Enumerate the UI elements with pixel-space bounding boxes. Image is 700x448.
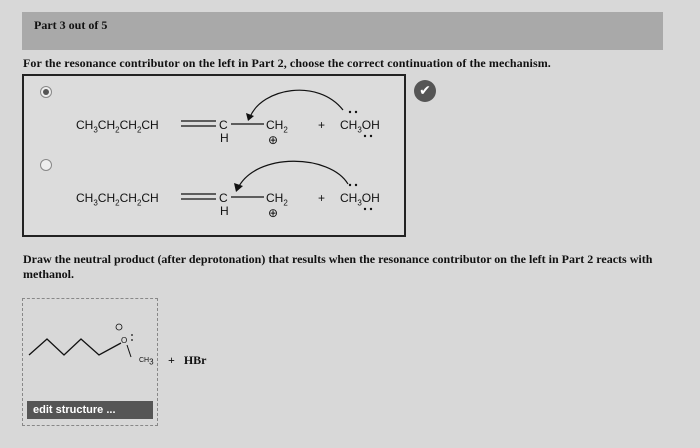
option-1-chain: $CH_3CH_2CH_2CH$ <box>76 118 159 135</box>
option-2-bonds <box>0 0 1 1</box>
option-2-carbon: C <box>219 191 228 205</box>
check-icon: ✔ <box>414 80 436 102</box>
question-2-text: Draw the neutral product (after deprotonation) that results when the resonance contributor on the left in Part 2 reacts with methanol. <box>23 252 653 281</box>
reagent-hbr <box>168 353 207 368</box>
skeletal-structure <box>23 299 24 300</box>
option-2-charge: ⊕ <box>268 206 279 220</box>
option-1-charge: ⊕ <box>268 133 279 147</box>
edit-structure-button[interactable]: edit structure ... <box>27 401 153 419</box>
option-1-plus: + <box>318 118 326 132</box>
atom-oxygen: O <box>121 336 128 345</box>
option-1-radio[interactable] <box>40 86 52 98</box>
option-1-ch2: $CH_2$ <box>266 118 288 135</box>
atom-methyl: $CH_3$ <box>139 357 154 367</box>
option-2-radio[interactable] <box>40 159 52 171</box>
part-label: Part 3 out of 5 <box>34 18 108 32</box>
reagent-label: HBr <box>183 353 207 367</box>
part-header <box>22 12 663 50</box>
question-text: For the resonance contributor on the left in Part 2, choose the correct continuation of the mechanism. <box>23 56 551 70</box>
option-1-hydrogen: H <box>220 131 229 145</box>
option-1-methanol: $CH_3OH$ <box>340 118 380 135</box>
option-2-chain: $CH_3CH_2CH_2CH$ <box>76 191 159 208</box>
reagent-plus: + <box>168 353 175 367</box>
option-1-carbon: C <box>219 118 228 132</box>
option-2-ch2: $CH_2$ <box>266 191 288 208</box>
option-2-methanol: $CH_3OH$ <box>340 191 380 208</box>
answer-options <box>22 74 406 237</box>
option-2-hydrogen: H <box>220 204 229 218</box>
option-2-plus: + <box>318 191 326 205</box>
